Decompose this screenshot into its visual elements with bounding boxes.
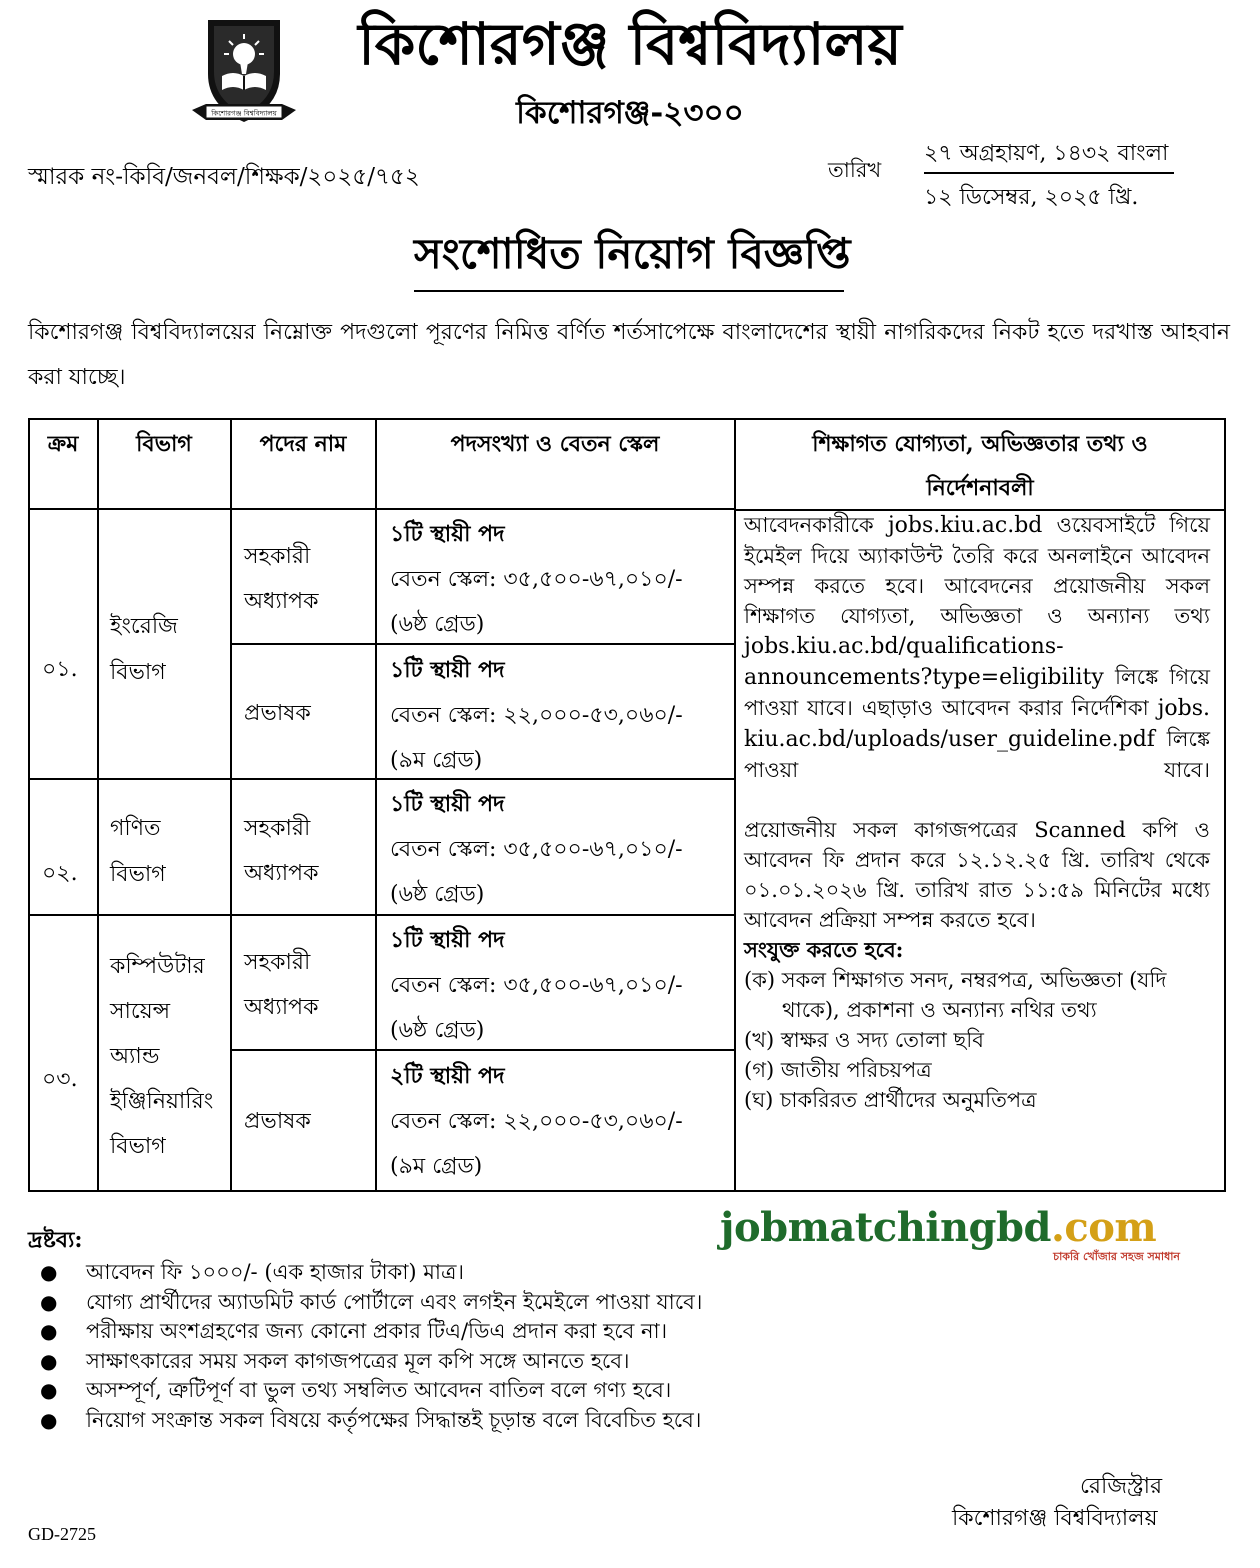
department-line: অ্যান্ড	[110, 1044, 160, 1069]
department-line: বিভাগ	[110, 1134, 166, 1159]
header-post: পদের নাম	[259, 431, 347, 457]
attachments-title: সংযুক্ত করতে হবে:	[744, 937, 904, 962]
post-line: অধ্যাপক	[244, 995, 319, 1020]
table-border	[375, 418, 377, 1192]
post-name	[244, 694, 311, 734]
post-line: সহকারী	[244, 950, 311, 975]
serial-number: ০৩.	[42, 1067, 78, 1092]
watermark-brand-domain: .com	[1050, 1204, 1157, 1251]
salary-grade: (৬ষ্ঠ গ্রেড)	[390, 1018, 485, 1043]
note-text: সাক্ষাৎকারের সময় সকল কাগজপত্রের মূল কপি সঙ্গে আনতে হবে।	[86, 1348, 630, 1373]
post-line: সহকারী	[244, 816, 311, 841]
post-line: প্রভাষক	[244, 701, 311, 726]
signatory-organization: কিশোরগঞ্জ বিশ্ববিদ্যালয়	[952, 1506, 1158, 1531]
university-logo	[188, 14, 300, 130]
list-item	[28, 1347, 928, 1377]
university-name: কিশোরগঞ্জ বিশ্ববিদ্যালয়	[358, 10, 902, 78]
notice-title: সংশোধিত নিয়োগ বিজ্ঞপ্তি	[414, 222, 844, 292]
table-border	[97, 418, 99, 1192]
list-item	[28, 1406, 928, 1436]
portal-link[interactable]: jobs.kiu.ac.bd	[887, 513, 1043, 538]
serial-number: ০১.	[42, 657, 78, 682]
footer-code: GD-2725	[28, 1524, 96, 1544]
watermark-brand-main: jobmatchingbd	[720, 1204, 1051, 1251]
bullet-icon: ●	[40, 1378, 58, 1402]
bullet-icon: ●	[40, 1407, 58, 1432]
department-line: বিভাগ	[110, 660, 166, 685]
salary-scale: বেতন স্কেল: ২২,০০০-৫৩,০৬০/-	[390, 703, 683, 728]
bullet-icon: ●	[40, 1348, 58, 1373]
attachment-item: (গ) জাতীয় পরিচয়পত্র	[744, 1058, 932, 1082]
logo-ribbon-text: কিশোরগঞ্জ বিশ্ববিদ্যালয়	[211, 109, 277, 118]
salary-scale: বেতন স্কেল: ৩৫,৫০০-৬৭,০১০/-	[390, 973, 683, 998]
note-text: যোগ্য প্রার্থীদের অ্যাডমিট কার্ড পোর্টালে এবং লগইন ইমেইলে পাওয়া যাবে।	[86, 1289, 703, 1314]
post-line: অধ্যাপক	[244, 589, 319, 614]
signatory-title: রেজিস্ট্রার	[1080, 1474, 1163, 1499]
table-border	[1224, 418, 1226, 1192]
date-label: তারিখ	[828, 158, 882, 182]
department-name	[110, 604, 178, 696]
note-text: পরীক্ষায় অংশগ্রহণের জন্য কোনো প্রকার টিএ/ডিএ প্রদান করা হবে না।	[86, 1319, 668, 1343]
attachment-item: (ক) সকল শিক্ষাগত সনদ, নম্বরপত্র, অভিজ্ঞতা (যদি থাকে), প্রকাশনা ও অন্যান্য নথির তথ্য	[744, 968, 1167, 1022]
header-qualification: শিক্ষাগত যোগ্যতা, অভিজ্ঞতার তথ্য ও নির্দেশনাবলী	[812, 431, 1148, 501]
date-english: ১২ ডিসেম্বর, ২০২৫ খ্রি.	[924, 185, 1139, 210]
table-border	[28, 508, 734, 510]
salary-grade: (৯ম গ্রেড)	[390, 1154, 483, 1179]
serial-number: ০২.	[42, 861, 78, 886]
notes-list	[28, 1258, 928, 1435]
department-line: ইংরেজি	[110, 614, 178, 639]
table-border	[230, 418, 232, 1192]
salary-grade: (৯ম গ্রেড)	[390, 748, 483, 773]
university-crest-icon	[188, 14, 300, 130]
bullet-icon: ●	[40, 1289, 58, 1314]
instruction-text: আবেদনকারীকে	[744, 513, 874, 537]
salary-grade: (৬ষ্ঠ গ্রেড)	[390, 612, 485, 637]
table-border	[734, 418, 736, 1192]
guideline-link[interactable]: jobs.kiu.ac.bd/uploads/user_guideline.pdf	[744, 696, 1210, 752]
department-name	[110, 944, 213, 1169]
header-count-salary: পদসংখ্যা ও বেতন স্কেল	[450, 431, 660, 457]
table-border	[28, 418, 1226, 420]
table-border	[28, 1190, 1226, 1192]
bullet-icon: ●	[40, 1319, 58, 1343]
department-line: সায়েন্স	[110, 999, 171, 1024]
salary-block	[390, 1054, 683, 1189]
post-name	[244, 806, 318, 896]
header-department: বিভাগ	[136, 431, 192, 457]
salary-block	[390, 782, 683, 917]
post-name	[244, 940, 318, 1030]
salary-block	[390, 648, 683, 783]
department-line: কম্পিউটার	[110, 954, 205, 979]
salary-block	[390, 512, 683, 647]
instruction-text: ওয়েবসাইটে গিয়ে ইমেইল দিয়ে অ্যাকাউন্ট তৈরি করে অনলাইনে আবেদন সম্পন্ন করতে হবে। আবেদনের প্রয়োজনীয় সকল শিক্ষাগত যোগ্যতা, অভিজ্ঞতা ও অন্যান্য তথ্য	[744, 513, 1210, 628]
post-name	[244, 534, 318, 624]
salary-scale: বেতন স্কেল: ২২,০০০-৫৩,০৬০/-	[390, 1109, 683, 1134]
list-item	[28, 1258, 928, 1288]
attachment-item: (খ) স্বাক্ষর ও সদ্য তোলা ছবি	[744, 1028, 984, 1052]
salary-grade: (৬ষ্ঠ গ্রেড)	[390, 882, 485, 907]
eligibility-link[interactable]: jobs.kiu.ac.bd/qualifications-announcements?type=eligibility	[744, 634, 1104, 690]
department-line: গণিত	[110, 816, 161, 841]
list-item	[28, 1288, 928, 1318]
department-line: বিভাগ	[110, 862, 166, 887]
university-city: কিশোরগঞ্জ-২৩০০	[516, 95, 744, 131]
list-item	[28, 1317, 928, 1347]
note-text: নিয়োগ সংক্রান্ত সকল বিষয়ে কর্তৃপক্ষের সিদ্ধান্তই চূড়ান্ত বলে বিবেচিত হবে।	[86, 1407, 702, 1432]
post-count: ১টি স্থায়ী পদ	[390, 657, 505, 683]
bullet-icon: ●	[40, 1260, 58, 1284]
salary-scale: বেতন স্কেল: ৩৫,৫০০-৬৭,০১০/-	[390, 567, 683, 592]
post-name	[244, 1102, 311, 1142]
attachment-item: (ঘ) চাকরিরত প্রার্থীদের অনুমতিপত্র	[744, 1088, 1037, 1112]
instructions-cell	[744, 510, 1210, 1115]
table-border	[28, 418, 30, 1192]
notes-title: দ্রষ্টব্য:	[28, 1227, 83, 1253]
deadline-paragraph: প্রয়োজনীয় সকল কাগজপত্রের Scanned কপি ও আবেদন ফি প্রদান করে ১২.১২.২৫ খ্রি. তারিখ থেকে ০১.০১.২০২৬ খ্রি. তারিখ রাত ১১:৫৯ মিনিটের মধ্যে আবেদন প্রক্রিয়া সম্পন্ন করতে হবে।	[744, 818, 1210, 932]
department-line: ইঞ্জিনিয়ারিং	[110, 1089, 214, 1114]
post-count: ১টি স্থায়ী পদ	[390, 791, 505, 817]
post-line: অধ্যাপক	[244, 861, 319, 886]
intro-paragraph: কিশোরগঞ্জ বিশ্ববিদ্যালয়ের নিম্নোক্ত পদগুলো পূরণের নিমিত্ত বর্ণিত শর্তসাপেক্ষে বাংলাদেশের স্থায়ী নাগরিকদের নিকট হতে দরখাস্ত আহবান করা যাচ্ছে।	[28, 320, 1230, 390]
list-item	[28, 1376, 928, 1406]
watermark-brand	[720, 1206, 1156, 1250]
note-text: আবেদন ফি ১০০০/- (এক হাজার টাকা) মাত্র।	[86, 1260, 464, 1284]
memo-number: স্মারক নং-কিবি/জনবল/শিক্ষক/২০২৫/৭৫২	[28, 164, 420, 190]
date-bangla: ২৭ অগ্রহায়ণ, ১৪৩২ বাংলা	[924, 138, 1174, 174]
post-line: সহকারী	[244, 544, 311, 569]
instructions-paragraph	[744, 510, 1210, 785]
header-serial: ক্রম	[47, 431, 79, 457]
salary-scale: বেতন স্কেল: ৩৫,৫০০-৬৭,০১০/-	[390, 837, 683, 862]
note-text: অসম্পূর্ণ, ত্রুটিপূর্ণ বা ভুল তথ্য সম্বলিত আবেদন বাতিল বলে গণ্য হবে।	[86, 1378, 672, 1402]
salary-block	[390, 918, 683, 1053]
post-line: প্রভাষক	[244, 1109, 311, 1134]
instruction-text: লিঙ্কে গিয়ে পাওয়া যাবে। এছাড়াও আবেদন করার নির্দেশিকা	[744, 665, 1210, 720]
post-count: ২টি স্থায়ী পদ	[390, 1063, 505, 1089]
watermark-tagline: চাকরি খোঁজার সহজ সমাধান	[1053, 1250, 1180, 1263]
post-count: ১টি স্থায়ী পদ	[390, 927, 505, 953]
department-name	[110, 806, 166, 898]
instruction-text: লিঙ্কে পাওয়া যাবে।	[744, 727, 1210, 782]
post-count: ১টি স্থায়ী পদ	[390, 521, 505, 547]
